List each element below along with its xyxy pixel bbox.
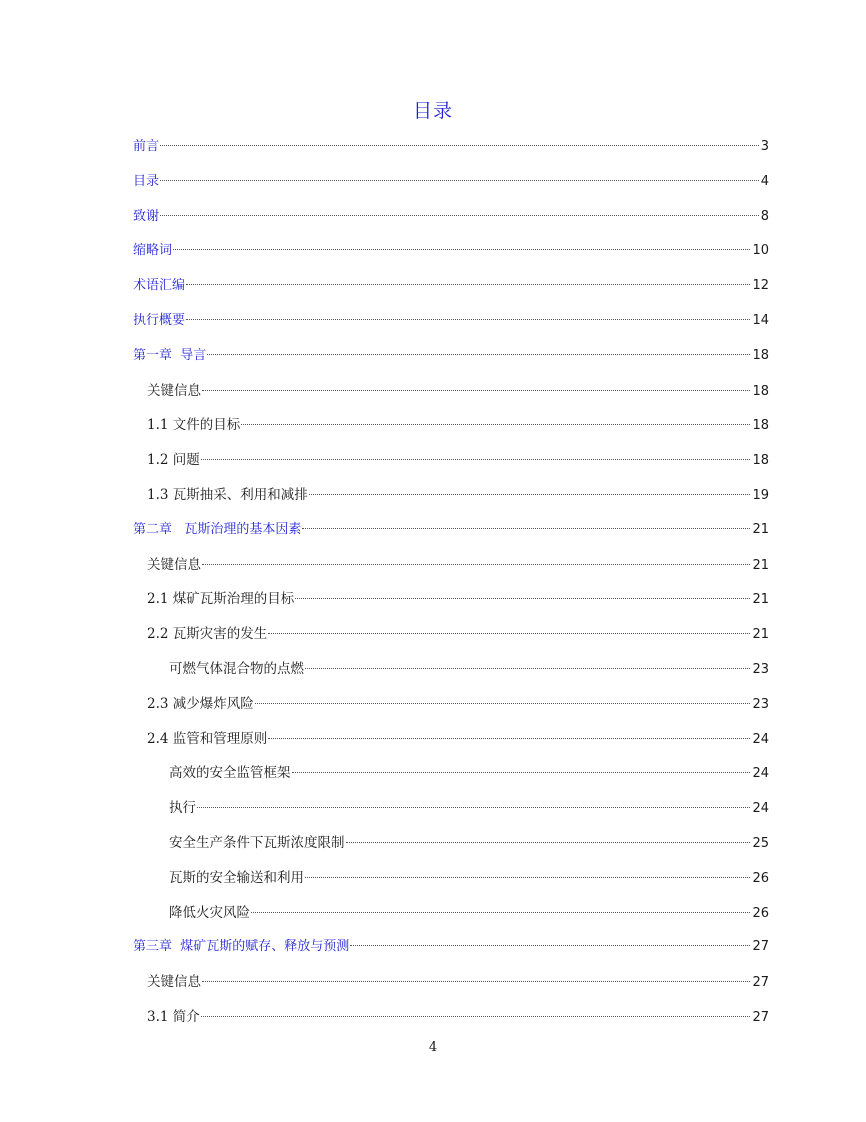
toc-entry[interactable]	[133, 306, 769, 341]
dot-leader	[309, 494, 751, 495]
dot-leader	[160, 215, 759, 216]
toc-entry-label: 2.3 减少爆炸风险	[147, 695, 254, 712]
toc-entry[interactable]	[133, 410, 769, 445]
toc-entry-label: 致谢	[133, 208, 160, 224]
toc-entry-page: 21	[752, 592, 769, 608]
toc-entry-label: 3.1 简介	[147, 1008, 200, 1025]
toc-entry-page: 25	[752, 835, 769, 851]
toc-entry[interactable]	[133, 376, 769, 411]
toc-entry-label: 2.2 瓦斯灾害的发生	[147, 626, 268, 643]
toc-entry-page: 4	[760, 173, 769, 189]
toc-title: 目录	[412, 100, 453, 122]
toc-entry-page: 23	[752, 696, 769, 712]
toc-entry[interactable]	[133, 967, 769, 1002]
toc-entry[interactable]	[133, 863, 769, 898]
toc-entry-page: 23	[752, 661, 769, 677]
toc-entry-page: 26	[752, 905, 769, 921]
toc-entry-page: 27	[752, 1009, 769, 1025]
toc-entry[interactable]	[133, 758, 769, 793]
dot-leader	[173, 249, 750, 250]
toc-entry[interactable]	[133, 584, 769, 619]
dot-leader	[202, 981, 750, 982]
toc-entry[interactable]	[133, 341, 769, 376]
dot-leader	[302, 528, 750, 529]
dot-leader	[255, 703, 751, 704]
toc-entry[interactable]	[133, 689, 769, 724]
toc-entry[interactable]	[133, 202, 769, 237]
toc-entry-page: 27	[752, 939, 769, 955]
toc-entry-page: 27	[752, 975, 769, 991]
dot-leader	[160, 145, 759, 146]
toc-entry-label: 第三章 煤矿瓦斯的赋存、释放与预测	[133, 939, 350, 955]
toc-entry-page: 21	[752, 557, 769, 573]
toc-entry-page: 24	[752, 731, 769, 747]
toc-entry[interactable]	[133, 898, 769, 933]
dot-leader	[202, 390, 750, 391]
toc-entry-page: 21	[752, 627, 769, 643]
toc-entry-label: 瓦斯的安全输送和利用	[169, 869, 304, 886]
toc-entry-page: 8	[760, 208, 769, 224]
dot-leader	[186, 319, 750, 320]
toc-entry[interactable]	[133, 515, 769, 550]
toc-entry-label: 缩略词	[133, 243, 173, 259]
toc-entry-label: 术语汇编	[133, 278, 186, 294]
toc-entry-page: 3	[760, 139, 769, 154]
toc-entry-label: 第二章 瓦斯治理的基本因素	[133, 521, 302, 537]
toc-entry[interactable]	[133, 480, 769, 515]
toc-entry-label: 1.3 瓦斯抽采、利用和减排	[147, 486, 308, 503]
dot-leader	[305, 877, 750, 878]
toc-entry[interactable]	[133, 132, 769, 167]
toc-entry-page: 21	[752, 521, 769, 537]
toc-entry-page: 19	[752, 487, 769, 503]
toc-entry-label: 可燃气体混合物的点燃	[169, 660, 304, 677]
toc-entry-page: 10	[752, 243, 769, 259]
dot-leader	[268, 738, 750, 739]
toc-entry[interactable]	[133, 654, 769, 689]
dot-leader	[292, 772, 751, 773]
toc-entry-label: 第一章 导言	[133, 347, 207, 363]
dot-leader	[202, 564, 750, 565]
toc-entry[interactable]	[133, 828, 769, 863]
toc-entry-page: 14	[752, 312, 769, 328]
toc-entry-page: 12	[752, 278, 769, 294]
dot-leader	[268, 633, 750, 634]
toc-entry-label: 前言	[133, 139, 160, 154]
dot-leader	[201, 1016, 751, 1017]
toc-list	[133, 132, 769, 1037]
toc-entry[interactable]	[133, 724, 769, 759]
toc-entry[interactable]	[133, 793, 769, 828]
toc-entry-label: 1.1 文件的目标	[147, 417, 241, 434]
toc-entry-label: 关键信息	[147, 974, 201, 991]
toc-entry[interactable]	[133, 550, 769, 585]
dot-leader	[186, 284, 750, 285]
toc-entry-page: 18	[752, 383, 769, 399]
toc-entry-label: 2.1 煤矿瓦斯治理的目标	[147, 591, 295, 608]
toc-entry-label: 目录	[133, 173, 160, 189]
dot-leader	[241, 424, 750, 425]
dot-leader	[295, 598, 750, 599]
toc-entry-label: 降低火灾风险	[169, 904, 250, 921]
toc-entry-page: 18	[752, 347, 769, 363]
toc-entry-page: 18	[752, 418, 769, 434]
toc-entry-label: 1.2 问题	[147, 452, 200, 469]
toc-entry-label: 关键信息	[147, 382, 201, 399]
toc-entry-page: 24	[752, 766, 769, 782]
toc-entry-page: 24	[752, 801, 769, 817]
dot-leader	[207, 354, 750, 355]
toc-entry-page: 26	[752, 870, 769, 886]
toc-entry-label: 2.4 监管和管理原则	[147, 730, 268, 747]
toc-entry[interactable]	[133, 271, 769, 306]
dot-leader	[160, 180, 759, 181]
toc-entry-label: 高效的安全监管框架	[169, 765, 291, 782]
toc-entry-label: 执行概要	[133, 312, 186, 328]
toc-entry[interactable]	[133, 167, 769, 202]
toc-entry[interactable]	[133, 932, 769, 967]
page-number: 4	[428, 1040, 438, 1055]
toc-entry-label: 关键信息	[147, 556, 201, 573]
toc-entry[interactable]	[133, 236, 769, 271]
dot-leader	[251, 912, 750, 913]
dot-leader	[350, 945, 750, 946]
toc-entry-label: 安全生产条件下瓦斯浓度限制	[169, 834, 345, 851]
toc-entry-page: 18	[752, 453, 769, 469]
dot-leader	[305, 668, 750, 669]
dot-leader	[346, 842, 751, 843]
dot-leader	[197, 807, 750, 808]
toc-entry[interactable]	[133, 1002, 769, 1037]
toc-entry-label: 执行	[169, 800, 196, 817]
dot-leader	[201, 459, 751, 460]
toc-entry[interactable]	[133, 619, 769, 654]
toc-entry[interactable]	[133, 445, 769, 480]
